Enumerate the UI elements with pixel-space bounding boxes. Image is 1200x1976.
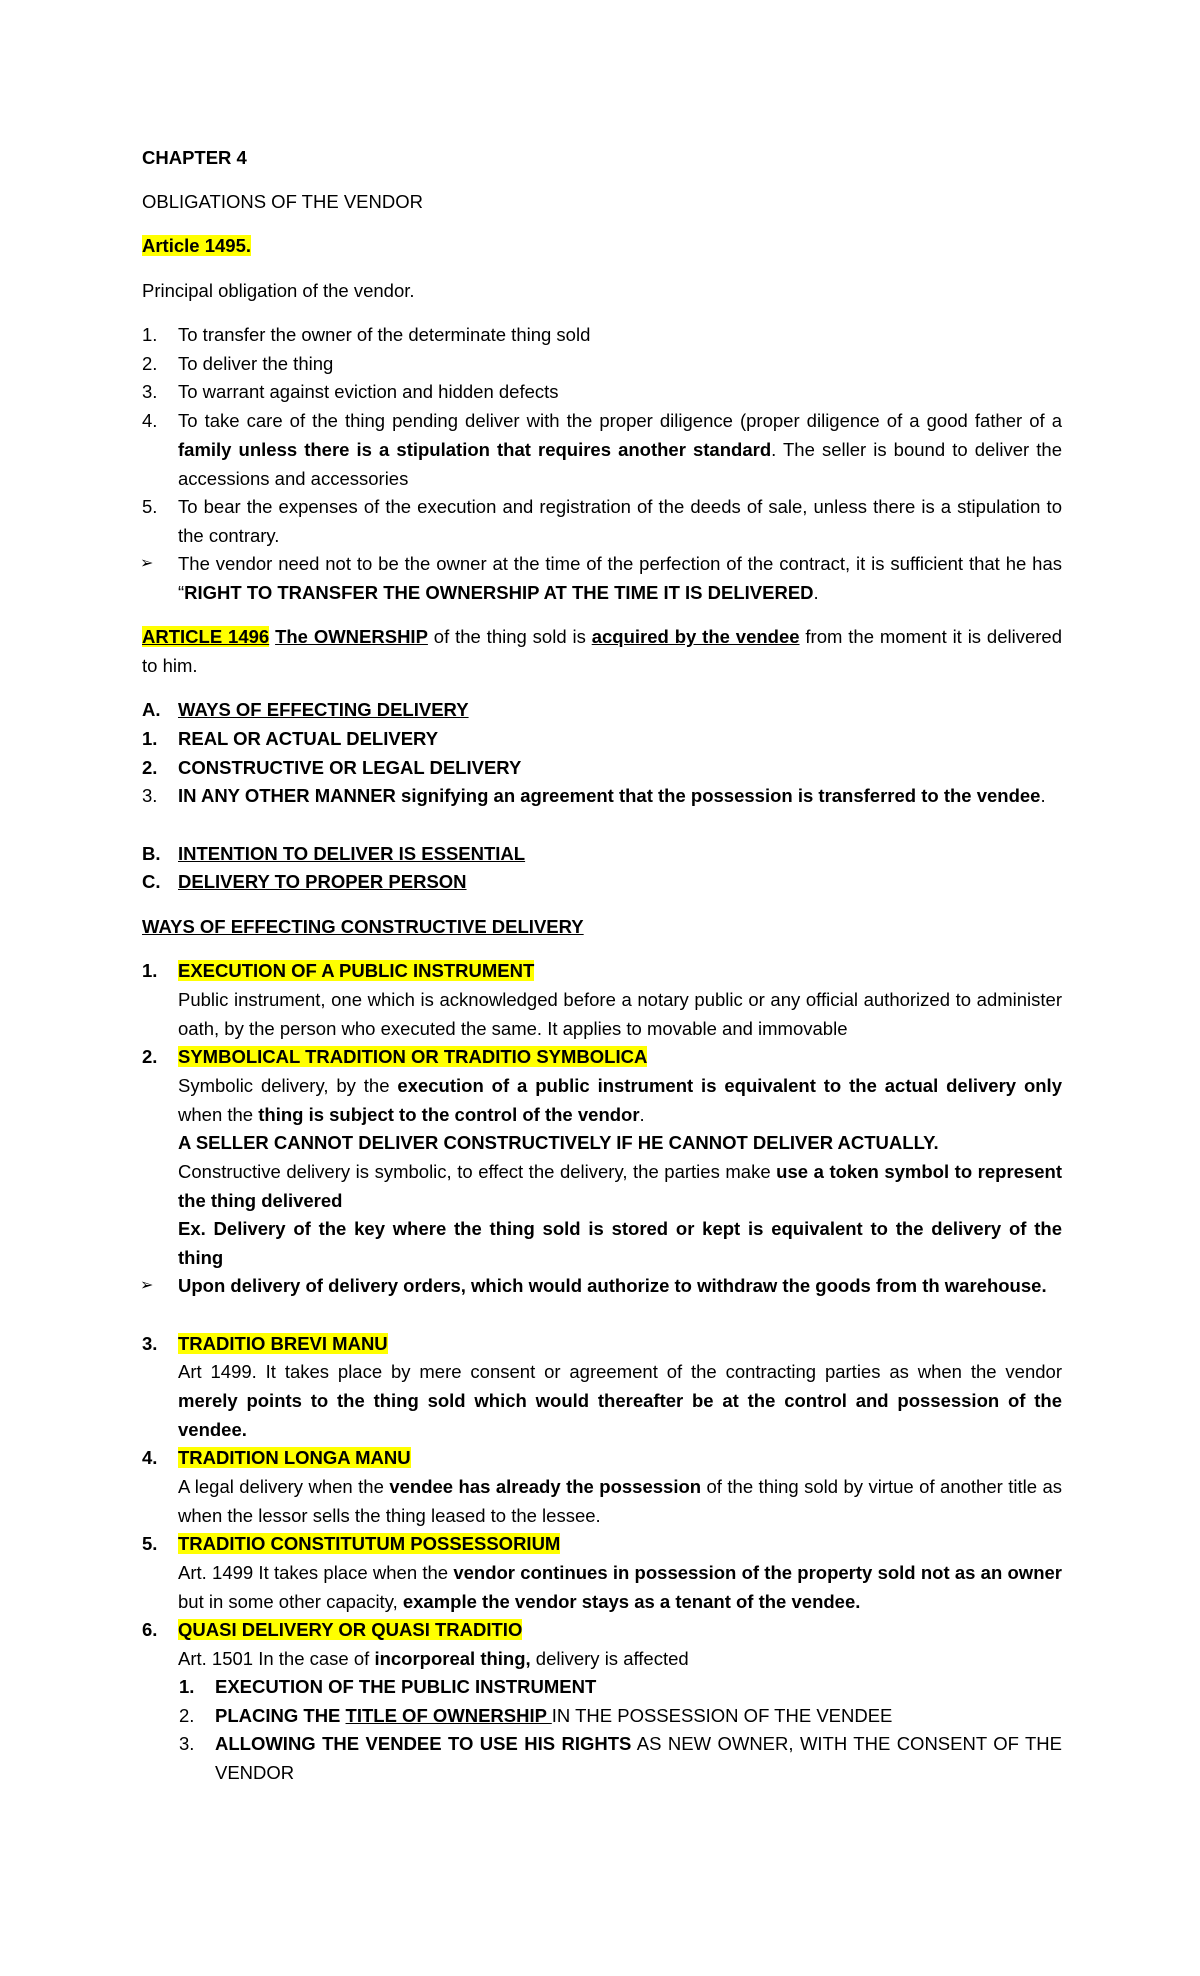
article-1495-intro: Principal obligation of the vendor. <box>142 280 415 301</box>
list-item: 4. To take care of the thing pending deliver with the proper diligence (proper diligence of a good father of a family unless there is a stipulation that requires another standard. The seller is bound to deliver the accessions and accessories <box>142 410 1062 489</box>
section-text: Constructive delivery is symbolic, to effect the delivery, the parties make use a token symbol to represent the thing delivered <box>178 1161 1062 1211</box>
section-text: Art. 1499 It takes place when the vendor continues in possession of the property sold not as an owner but in some other capacity, example the vendor stays as a tenant of the vendee. <box>178 1562 1062 1612</box>
section-title: 1. EXECUTION OF A PUBLIC INSTRUMENT <box>142 960 535 981</box>
section-text: Public instrument, one which is acknowledged before a notary public or any official authorized to administer oath, by the person who executed the same. It applies to movable and immovable <box>178 989 1062 1039</box>
chapter-title: OBLIGATIONS OF THE VENDOR <box>142 191 423 212</box>
list-item: 1. REAL OR ACTUAL DELIVERY <box>142 728 439 749</box>
list-item: 3. To warrant against eviction and hidden defects <box>142 381 559 402</box>
list-item: 2. CONSTRUCTIVE OR LEGAL DELIVERY <box>142 757 522 778</box>
constructive-heading: WAYS OF EFFECTING CONSTRUCTIVE DELIVERY <box>142 916 584 937</box>
sub-list-item: 2. PLACING THE TITLE OF OWNERSHIP IN THE POSSESSION OF THE VENDEE <box>179 1705 893 1726</box>
chapter-number: CHAPTER 4 <box>142 147 247 168</box>
article-1495-heading: Article 1495. <box>142 235 252 256</box>
list-item: ➢ Upon delivery of delivery orders, which would authorize to withdraw the goods from th warehouse. <box>178 1271 1062 1300</box>
arrow-bullet-icon: ➢ <box>140 555 154 572</box>
section-text: Symbolic delivery, by the execution of a public instrument is equivalent to the actual delivery only when the thing is subject to the control of the vendor. <box>178 1075 1062 1125</box>
section-title: 4. TRADITION LONGA MANU <box>142 1447 411 1468</box>
section-title: 5. TRADITIO CONSTITUTUM POSSESSORIUM <box>142 1533 561 1554</box>
section-text: Art 1499. It takes place by mere consent or agreement of the contracting parties as when the vendor merely points to the thing sold which would thereafter be at the control and possession of the vendee. <box>178 1361 1062 1440</box>
list-item: 5. To bear the expenses of the execution and registration of the deeds of sale, unless there is a stipulation to the contrary. <box>142 496 1062 546</box>
section-text: Art. 1501 In the case of incorporeal thing, delivery is affected <box>178 1648 689 1669</box>
list-item: 1. To transfer the owner of the determinate thing sold <box>142 324 591 345</box>
section-title: 3. TRADITIO BREVI MANU <box>142 1333 388 1354</box>
section-text: Ex. Delivery of the key where the thing sold is stored or kept is equivalent to the delivery of the thing <box>178 1218 1062 1268</box>
article-1496-paragraph: ARTICLE 1496 The OWNERSHIP of the thing sold is acquired by the vendee from the moment it is delivered to him. <box>142 626 1063 676</box>
arrow-bullet-icon: ➢ <box>140 1277 154 1294</box>
section-text: A legal delivery when the vendee has already the possession of the thing sold by virtue of another title as when the lessor sells the thing leased to the lessee. <box>178 1476 1062 1526</box>
list-item: 2. To deliver the thing <box>142 353 334 374</box>
list-item: C. DELIVERY TO PROPER PERSON <box>142 871 467 892</box>
list-item: B. INTENTION TO DELIVER IS ESSENTIAL <box>142 843 526 864</box>
section-title: 6. QUASI DELIVERY OR QUASI TRADITIO <box>142 1619 523 1640</box>
sub-list-item: 3. ALLOWING THE VENDEE TO USE HIS RIGHTS AS NEW OWNER, WITH THE CONSENT OF THE VENDOR <box>179 1733 1062 1783</box>
section-text: A SELLER CANNOT DELIVER CONSTRUCTIVELY IF HE CANNOT DELIVER ACTUALLY. <box>178 1132 939 1153</box>
sub-list-item: 1. EXECUTION OF THE PUBLIC INSTRUMENT <box>179 1676 597 1697</box>
section-title: 2. SYMBOLICAL TRADITION OR TRADITIO SYMBOLICA <box>142 1046 648 1067</box>
list-item: 3. IN ANY OTHER MANNER signifying an agreement that the possession is transferred to the vendee. <box>142 785 1046 806</box>
list-item: A. WAYS OF EFFECTING DELIVERY <box>142 699 469 720</box>
list-item: ➢ The vendor need not to be the owner at the time of the perfection of the contract, it is sufficient that he has “RIGHT TO TRANSFER THE OWNERSHIP AT THE TIME IT IS DELIVERED. <box>178 549 1062 607</box>
